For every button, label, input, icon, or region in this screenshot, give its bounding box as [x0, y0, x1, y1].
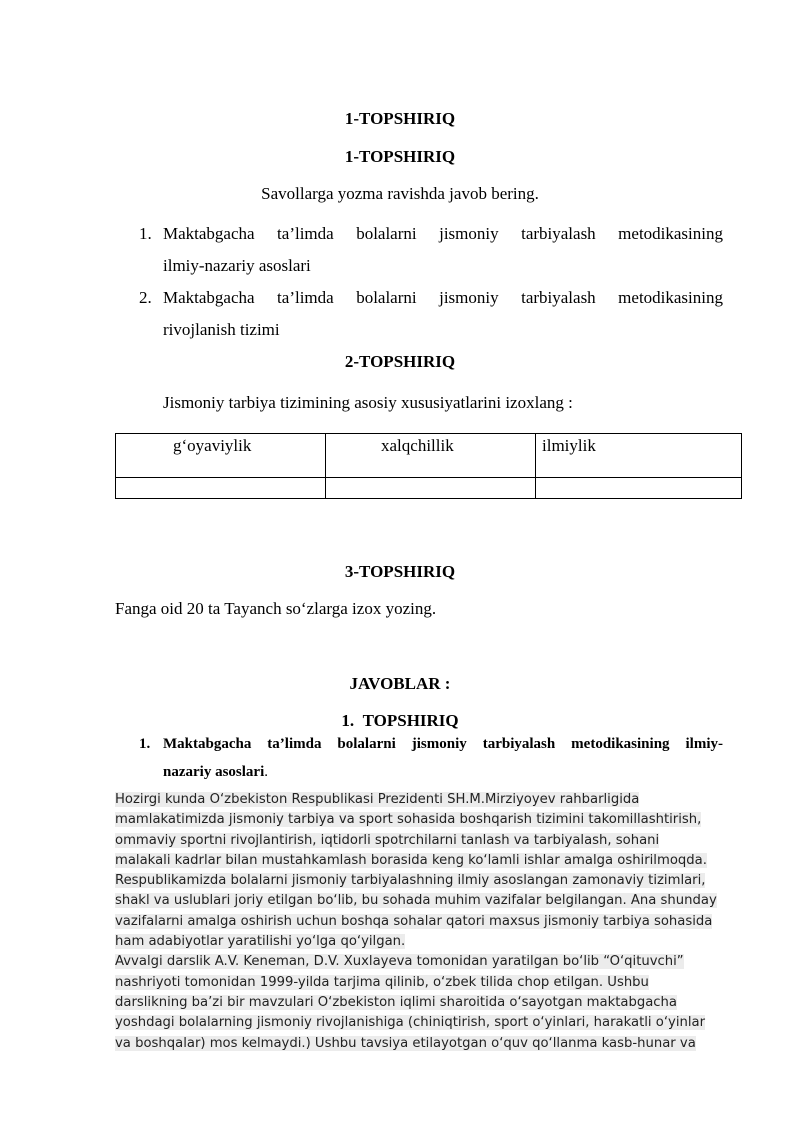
- table-header-text: ilmiylik: [542, 436, 596, 455]
- task1-heading-primary: 1-TOPSHIRIQ: [344, 109, 456, 128]
- table-header-text: g‘oyaviylik: [173, 436, 252, 455]
- answer-paragraph-line: [115, 952, 745, 972]
- task2-heading: 2-TOPSHIRIQ: [344, 352, 456, 371]
- table-header-cell: [536, 434, 742, 478]
- section-title: TOPSHIRIQ: [362, 711, 459, 730]
- answers-section-heading: [0, 711, 800, 731]
- answer-paragraph-line: [115, 891, 745, 911]
- table-empty-cell[interactable]: [326, 478, 536, 499]
- list-item-text: Maktabgacha ta’limda bolalarni jismoniy tarbiyalash metodikasining: [163, 288, 723, 307]
- answer-item-title: Maktabgacha ta’limda bolalarni jismoniy tarbiyalash metodikasining ilmiy-: [163, 736, 723, 752]
- answer-paragraph-line-text: Respublikamizda bolalarni jismoniy tarbiyalashning ilmiy asoslangan zamonaviy tizimlari,: [115, 873, 706, 889]
- task2-prompt: Jismoniy tarbiya tizimining asosiy xususiyatlarini izoxlang :: [163, 393, 573, 412]
- answer-paragraph-line-text: ommaviy sportni rivojlantirish, iqtidorli spotrchilarni tanlash va tarbiyalash, sohani: [115, 832, 660, 848]
- answer-paragraph: [115, 790, 745, 1054]
- table-header-cell: [326, 434, 536, 478]
- answer-paragraph-line: [115, 973, 745, 993]
- answer-paragraph-line-text: shakl va uslublari joriy etilgan bo‘lib, bu sohada muhim vazifalar belgilangan. Ana shunday: [115, 893, 717, 909]
- answer-paragraph-line: [115, 871, 745, 891]
- answer-paragraph-line-text: darslikning ba’zi bir mavzulari O‘zbekiston iqlimi sharoitida o‘sayotgan maktabgacha: [115, 994, 678, 1010]
- answer-paragraph-line: [115, 912, 745, 932]
- answer-paragraph-line: [115, 851, 745, 871]
- task3-heading: 3-TOPSHIRIQ: [344, 562, 456, 581]
- answer-paragraph-line: [115, 790, 745, 810]
- answer-paragraph-line-text: Avvalgi darslik A.V. Keneman, D.V. Xuxlayeva tomonidan yaratilgan bo‘lib “O‘qituvchi”: [115, 954, 684, 970]
- answer-item-number: 1.: [139, 736, 151, 752]
- list-item-number: 1.: [139, 224, 152, 243]
- list-item-text-continued: rivojlanish tizimi: [163, 320, 280, 339]
- table-empty-cell[interactable]: [116, 478, 326, 499]
- features-table: [115, 433, 742, 499]
- answer-paragraph-line: [115, 831, 745, 851]
- answer-paragraph-line-text: yoshdagi bolalarning jismoniy rivojlanishiga (chiniqtirish, sport o‘yinlari, harakatli o‘yinlar: [115, 1015, 706, 1031]
- answer-item-title-continued: [163, 764, 268, 781]
- task1-instruction: Savollarga yozma ravishda javob bering.: [261, 184, 539, 203]
- answer-paragraph-line-text: va boshqalar) mos kelmaydi.) Ushbu tavsiya etilayotgan o‘quv qo‘llanma kasb-hunar va: [115, 1035, 696, 1051]
- task1-heading-secondary: 1-TOPSHIRIQ: [344, 147, 456, 166]
- answer-paragraph-line-text: Hozirgi kunda O‘zbekiston Respublikasi Prezidenti SH.M.Mirziyoyev rahbarligida: [115, 792, 640, 807]
- answer-paragraph-line: [115, 1034, 745, 1054]
- answer-paragraph-line-text: mamlakatimizda jismoniy tarbiya va sport sohasida boshqarish tizimini takomillashtirish,: [115, 812, 702, 828]
- answer-item-title-end: nazariy asoslari: [163, 764, 265, 780]
- section-number: 1.: [341, 711, 355, 730]
- answer-paragraph-line-text: nashriyoti tomonidan 1999-yilda tarjima qilinib, o‘zbek tilida chop etilgan. Ushbu: [115, 974, 649, 990]
- task3-prompt: Fanga oid 20 ta Tayanch so‘zlarga izox yozing.: [115, 599, 437, 618]
- answer-paragraph-line-text: vazifalarni amalga oshirish uchun boshqa sohalar qatori maxsus jismoniy tarbiya sohasida: [115, 913, 713, 929]
- table-empty-cell[interactable]: [536, 478, 742, 499]
- answer-paragraph-line-text: ham adabiyotlar yaratilishi yo‘lga qo‘yilgan.: [115, 934, 406, 950]
- answer-paragraph-line: [115, 1013, 745, 1033]
- list-item-text-continued: ilmiy-nazariy asoslari: [163, 256, 311, 275]
- list-item-text: Maktabgacha ta’limda bolalarni jismoniy tarbiyalash metodikasining: [163, 224, 723, 243]
- answer-paragraph-line: [115, 810, 745, 830]
- table-header-cell: [116, 434, 326, 478]
- answers-heading: JAVOBLAR :: [349, 674, 451, 693]
- answer-item-period: .: [264, 764, 268, 780]
- answer-paragraph-line: [115, 932, 745, 952]
- table-header-text: xalqchillik: [381, 436, 454, 455]
- answer-paragraph-line-text: malakali kadrlar bilan mustahkamlash borasida keng ko‘lamli ishlar amalga oshirilmoqda.: [115, 852, 707, 868]
- answer-paragraph-line: [115, 993, 745, 1013]
- list-item-number: 2.: [139, 288, 152, 307]
